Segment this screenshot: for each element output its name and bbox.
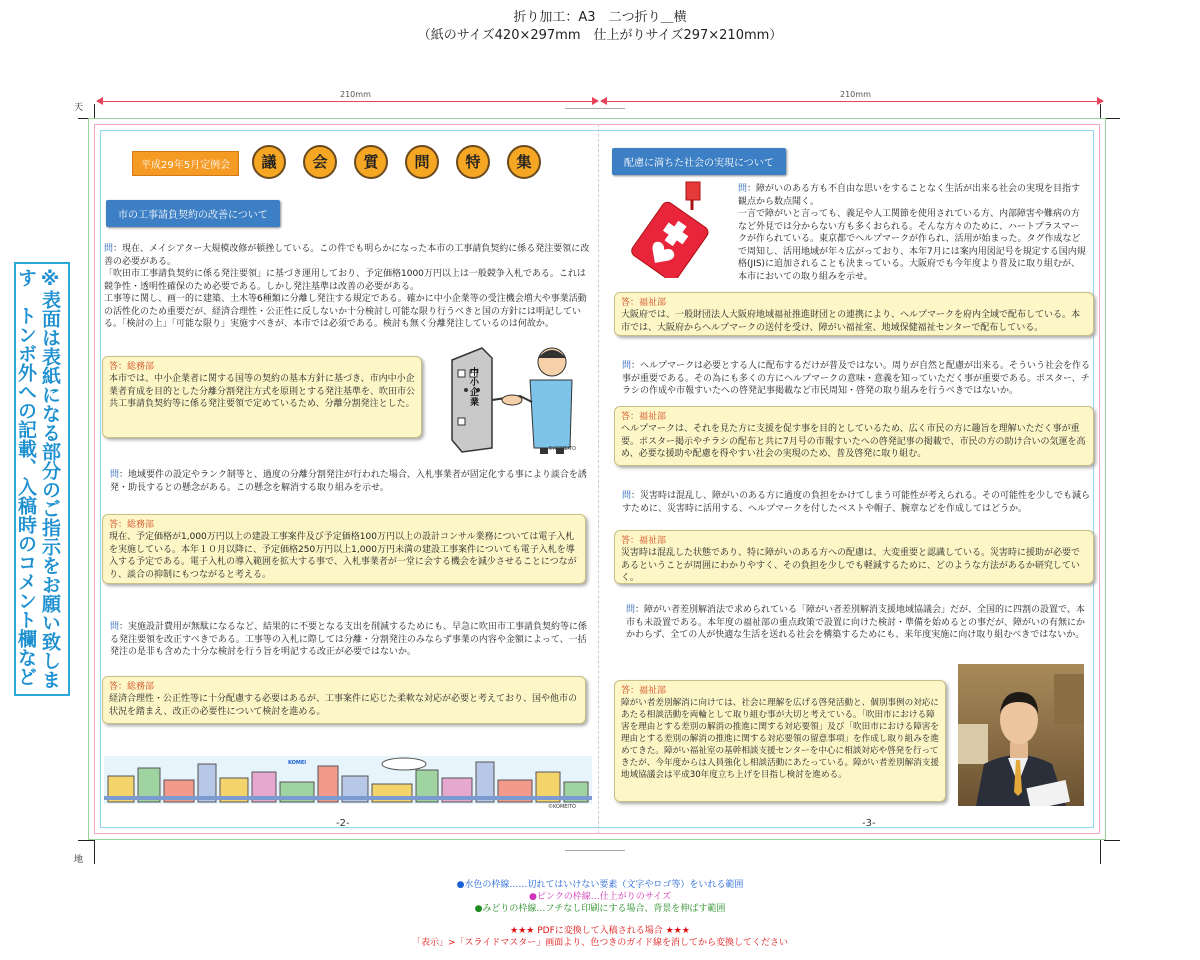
title-char: 会 xyxy=(303,145,337,179)
title-char: 問 xyxy=(405,145,439,179)
answer-label: 答：福祉部 xyxy=(621,298,667,308)
crop-mark xyxy=(1100,104,1101,118)
crop-mark xyxy=(94,840,95,864)
question-label: 問 xyxy=(738,184,748,194)
question-label: 問 xyxy=(110,470,120,480)
header-line1: 折り加工：A3 二つ折り＿横 xyxy=(513,10,687,25)
ruler-right-label: 210mm xyxy=(840,90,871,99)
title-char: 質 xyxy=(354,145,388,179)
question-text: ：障がい者差別解消法で求められている「障がい者差別解消支援地域協議会」だが、全国的に四割の設置で、本市も未設置である。本年度の福祉部の重点政策で設置に向けた検討・準備を始めるとの事だが、障がいの有無にかかわらず、全ての人が快適な生活を送れる社会を構築するためにも、来年度実施に向け取り組むべきではないか。 xyxy=(626,605,1086,640)
right-question-2 xyxy=(622,360,1092,398)
answer-label: 答：福祉部 xyxy=(621,412,667,422)
illustration-label: 中小企業 xyxy=(470,368,480,408)
ruler-arrow-left xyxy=(96,97,103,105)
right-answer-2 xyxy=(614,406,1094,466)
ruler-arrow-mid-left xyxy=(592,97,599,105)
councillor-photo xyxy=(958,664,1084,806)
left-question-1 xyxy=(104,243,590,331)
side-note: ※表面は表紙になる部分のご指示をお願い致します トンボ外への記載、入稿時のコメント欄など xyxy=(14,262,70,696)
header-line2: （紙のサイズ420×297mm 仕上がりサイズ297×210mm） xyxy=(417,28,783,43)
answer-label: 答：福祉部 xyxy=(621,686,667,696)
crop-mark xyxy=(78,840,94,841)
answer-text: 災害時は混乱した状態であり、特に障がいのある方への配慮は、大変重要と認識している。災害時に援助が必要であるということが周囲にわかりやすく、その負担を少しでも軽減するために、どのような方法があるか研究していく。 xyxy=(621,548,1081,583)
title-char: 集 xyxy=(507,145,541,179)
right-question-1 xyxy=(738,183,1088,283)
question-text: ：現在、メイシアター大規模改修が頓挫している。この件でも明らかになった本市の工事請負契約に係る発注要領に改善の必要がある。 「吹田市工事請負契約に係る発注要領」に基づき運用しており、予定価格1000万円以上は一般競争入札である。これは競争性・透明性確保のため必要である。しかし発注基準は改善の必要がある。 工事等に関し、画一的に建築、土木等6種類に分離し発注する規定である。確かに中小企業等の受注機会増大や事業活動の活性化のため重要だが、経済合理性・公正性に反しないか十分検討し可能な限り行うべきと国の方針には明記している。「検討の上」「可能な限り」実施すべきが、本市では必須である。検討も無く分離発注しているのは何故か。 xyxy=(104,244,590,329)
right-answer-3 xyxy=(614,530,1094,584)
answer-label: 答：福祉部 xyxy=(621,536,667,546)
answer-text: 大阪府では、一般財団法人大阪府地域福祉推進財団との連携により、ヘルプマークを府内全域で配布している。本市では、大阪府からヘルプマークの送付を受け、障がい福祉室、地域保健福祉センターで配布している。 xyxy=(621,310,1081,333)
answer-text: 経済合理性・公正性等に十分配慮する必要はあるが、工事案件に応じた柔軟な対応が必要と考えており、国や他市の状況を踏まえ、改正の必要性について検討を進める。 xyxy=(109,694,578,717)
legend-blue: ●水色の枠線……切れてはいけない要素（文字やロゴ等）をいれる範囲 xyxy=(456,880,744,890)
left-question-2 xyxy=(110,469,588,494)
title-char: 特 xyxy=(456,145,490,179)
title-circles xyxy=(252,145,541,179)
question-text: ：ヘルプマークは必要とする人に配布するだけが普及ではない。周りが自然と配慮が出来る。そういう社会を作る事が重要である。その為にも多くの方にヘルプマークの意味・意義を知っていただく事が重要である。ポスター、チラシの作成や市報すいたへの啓発記事掲載など市民周知・啓発の取り組みを行うべきではないか。 xyxy=(622,361,1091,396)
ruler-left-line xyxy=(100,101,596,102)
right-question-3 xyxy=(622,490,1092,515)
crop-mark xyxy=(1100,840,1101,864)
answer-label: 答：総務部 xyxy=(109,682,155,692)
answer-text: 障がい者差別解消に向けては、社会に理解を広げる啓発活動と、個別事例の対応にあたる相談活動を両輪として取り組む事が大切と考えている。「吹田市における障害を理由とする差別の解消の推進に関する対応要領」及び「吹田市における障害を理由とする差別の解消の推進に関する対応要領の留意事項」を作成し取り組みを進めてきた。障がい福祉室の基幹相談支援センターを中心に相談対応や啓発を行ってきたが、今年度からは人員強化し相談活動にあたっている。障がい者差別解消支援地域協議会は平成30年度立ち上げを目指し検討を進める。 xyxy=(621,698,939,780)
crop-mark xyxy=(1104,840,1120,841)
question-label: 問 xyxy=(622,361,632,371)
answer-label: 答：総務部 xyxy=(109,362,155,372)
left-answer-1 xyxy=(102,356,422,438)
right-section-title: 配慮に満ちた社会の実現について xyxy=(612,148,786,175)
left-section-title: 市の工事請負契約の改善について xyxy=(106,200,280,227)
right-answer-1 xyxy=(614,292,1094,336)
handshake-illustration xyxy=(432,340,582,460)
question-text: ：災害時は混乱し、障がいのある方に過度の負担をかけてしまう可能性が考えられる。その可能性を少しでも減らすために、災害時に活用する、ヘルプマークを付したベストや帽子、腕章などを作成してはどうか。 xyxy=(622,491,1091,514)
left-answer-2 xyxy=(102,514,586,584)
blimp-label: KOMEI xyxy=(288,760,307,766)
ruler-left-label: 210mm xyxy=(340,90,371,99)
legend-pink: ●ピンクの枠線…仕上がりのサイズ xyxy=(529,892,671,902)
right-question-4 xyxy=(626,604,1092,642)
question-text: ：地域要件の設定やランク制等と、過度の分離分割発注が行われた場合、入札事業者が固定化する事により談合を誘発・助長するとの懸念がある。この懸念を解消する取り組みを示せ。 xyxy=(110,470,587,493)
ruler-arrow-mid-right xyxy=(600,97,607,105)
help-mark-illustration xyxy=(616,178,726,278)
crop-mark xyxy=(1104,118,1120,119)
right-answer-4 xyxy=(614,680,946,802)
session-tag: 平成29年5月定例会 xyxy=(132,151,239,176)
ruler-right-line xyxy=(602,101,1098,102)
answer-text: 現在、予定価格が1,000万円以上の建設工事案件及び予定価格100万円以上の設計コンサル業務については電子入札を実施している。本年１０月以降に、予定価格250万円以上1,000万円未満の建設工事案件についても電子入札を導入する予定である。電子入札の導入範囲を拡大する事で、入札事業者が一堂に会する機会を減少させることにつながり、談合の抑制にもつながると考える。 xyxy=(109,532,577,580)
legend-note1: ★★★ PDFに変換して入稿される場合 ★★★ xyxy=(510,926,690,936)
page-number-left: -2- xyxy=(336,818,350,829)
title-char: 議 xyxy=(252,145,286,179)
question-label: 問 xyxy=(110,622,120,632)
page-number-right: -3- xyxy=(862,818,876,829)
answer-text: 本市では、中小企業者に関する国等の契約の基本方針に基づき、市内中小企業者育成を目的とした分離分割発注方式を原則とする発注基準を、吹田市公共工事請負契約等に係る発注要領で定めているため、分離分割発注とした。 xyxy=(109,374,416,409)
question-label: 問 xyxy=(104,244,114,254)
left-question-3 xyxy=(110,621,588,659)
legend-note2: 「表示」>「スライドマスター」画面より、色つきのガイド線を消してから変換してください xyxy=(411,938,788,948)
question-label: 問 xyxy=(626,605,636,615)
cityscape-credit: ©KOMEITO xyxy=(548,804,576,810)
left-answer-3 xyxy=(102,676,586,724)
cityscape-illustration xyxy=(104,756,592,804)
answer-text: ヘルプマークは、それを見た方に支援を促す事を目的としているため、広く市民の方に趣旨を理解いただく事が重要。ポスター掲示やチラシの配布と共に7月号の市報すいたへの啓発記事の掲載で、市民の方の助け合いの気運を高め、必要な援助や配慮を得やすい社会の実現のため、普及啓発に取り組む。 xyxy=(621,424,1086,459)
answer-label: 答：総務部 xyxy=(109,520,155,530)
mark-top: 天 xyxy=(74,103,84,113)
center-mark xyxy=(565,108,625,109)
crop-mark xyxy=(94,104,95,118)
illustration-credit: ©KOMEITO xyxy=(548,446,576,452)
question-text: ：実施設計費用が無駄になるなど、結果的に不要となる支出を削減するためにも、早急に吹田市工事請負契約等に係る発注要領を改正すべきである。工事等の入札に際しては分離・分割発注のみならず事業の内容や金額によって、一括発注の是非も含めた十分な検討を行う旨を明記する改正が必要ではないか。 xyxy=(110,622,588,657)
question-text: ：障がいのある方も不自由な思いをすることなく生活が出来る社会の実現を目指す観点から数点聞く。 一言で障がいと言っても、義足や人工関節を使用されている方、内部障害や難病の方など外見では分からない方も多くおられる。そんな方々のために、ハートプラスマークが作られている。東京都でヘルプマークが作られ、活用が始まった。タグ作成などで周知し、活用地域が年々広がっており、本年7月には案内用図記号を規定する国内規格(JIS)に追加されることも決まっている。大阪府でも今年度より普及に取り組むが、本市においての取り組みを示せ。 xyxy=(738,184,1086,282)
mark-bottom: 地 xyxy=(74,855,84,865)
question-label: 問 xyxy=(622,491,632,501)
fold-line xyxy=(598,124,599,834)
legend-green: ●みどりの枠線…フチなし印刷にする場合、背景を伸ばす範囲 xyxy=(474,904,726,914)
center-mark xyxy=(565,850,625,851)
